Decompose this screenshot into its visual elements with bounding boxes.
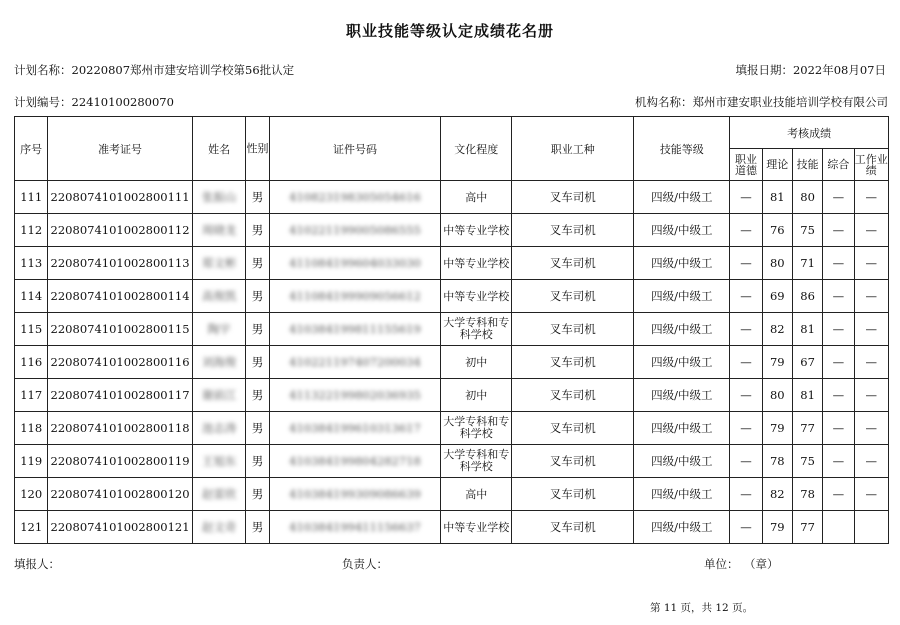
cell-overall: — (823, 247, 854, 280)
cell-work: — (854, 280, 888, 313)
cell-occupation: 叉车司机 (512, 214, 634, 247)
table-row (15, 247, 889, 280)
cell-work: — (854, 214, 888, 247)
cell-ethics: — (730, 511, 762, 544)
cell-exam-no: 2208074101002800114 (48, 280, 192, 313)
cell-level: 四级/中级工 (634, 280, 730, 313)
cell-theory: 69 (762, 280, 792, 313)
cell-name-text: 陶宇 (207, 322, 231, 336)
cell-skill: 75 (792, 214, 822, 247)
cell-skill: 71 (792, 247, 822, 280)
cell-work: — (854, 478, 888, 511)
cell-education-text: 大学专科和专科学校 (443, 415, 510, 440)
cell-exam-no: 2208074101002800116 (48, 346, 192, 379)
cell-ethics: — (730, 412, 762, 445)
cell-name (192, 379, 246, 412)
cell-exam-no: 2208074101002800115 (48, 313, 192, 346)
cell-id-no (269, 511, 441, 544)
cell-skill: 81 (792, 379, 822, 412)
cell-id-no (269, 280, 441, 313)
cell-level: 四级/中级工 (634, 379, 730, 412)
cell-exam-no: 2208074101002800121 (48, 511, 192, 544)
header-theory: 理论 (762, 149, 792, 181)
cell-education (441, 346, 512, 379)
cell-ethics: — (730, 346, 762, 379)
cell-ethics: — (730, 247, 762, 280)
cell-overall: — (823, 346, 854, 379)
header-gender: 性别 (246, 117, 269, 181)
cell-gender: 男 (246, 346, 269, 379)
cell-exam-no: 2208074101002800117 (48, 379, 192, 412)
cell-id-no-text: 410823198305054616 (289, 190, 421, 204)
cell-theory: 82 (762, 478, 792, 511)
cell-overall: — (823, 412, 854, 445)
cell-education-text: 初中 (465, 356, 488, 369)
cell-ethics: — (730, 445, 762, 478)
seal-label: （章） (744, 557, 779, 571)
cell-theory: 82 (762, 313, 792, 346)
cell-ethics: — (730, 280, 762, 313)
cell-work: — (854, 346, 888, 379)
cell-id-no-text: 410384199411156637 (289, 520, 421, 534)
cell-exam-no: 2208074101002800120 (48, 478, 192, 511)
cell-skill: 86 (792, 280, 822, 313)
cell-ethics: — (730, 313, 762, 346)
cell-id-no-text: 410384199804282718 (289, 454, 421, 468)
report-date: 填报日期：2022年08月07日 (735, 63, 886, 77)
cell-education (441, 247, 512, 280)
cell-id-no (269, 478, 441, 511)
cell-gender: 男 (246, 379, 269, 412)
filler-label: 填报人： (14, 557, 60, 571)
table-row (15, 379, 889, 412)
cell-gender: 男 (246, 313, 269, 346)
cell-occupation: 叉车司机 (512, 412, 634, 445)
cell-name (192, 445, 246, 478)
table-row (15, 280, 889, 313)
cell-seq: 116 (15, 346, 48, 379)
cell-name-text: 赵雷欣 (201, 487, 237, 501)
score-roster-table (14, 116, 889, 544)
table-row (15, 313, 889, 346)
cell-work: — (854, 247, 888, 280)
cell-level: 四级/中级工 (634, 346, 730, 379)
cell-name-text: 刘海俊 (201, 355, 237, 369)
cell-gender: 男 (246, 478, 269, 511)
cell-exam-no: 2208074101002800113 (48, 247, 192, 280)
cell-gender: 男 (246, 280, 269, 313)
cell-skill: 67 (792, 346, 822, 379)
cell-education (441, 313, 512, 346)
cell-theory: 76 (762, 214, 792, 247)
page-number: 第 11 页，共 12 页。 (650, 602, 754, 614)
plan-name: 计划名称：20220807郑州市建安培训学校第56批认定 (14, 63, 295, 77)
cell-education-text: 中等专业学校 (443, 224, 510, 237)
cell-ethics: — (730, 379, 762, 412)
cell-id-no (269, 412, 441, 445)
cell-gender: 男 (246, 181, 269, 214)
cell-name-text: 谢前江 (201, 388, 237, 402)
header-name: 姓名 (192, 117, 246, 181)
cell-seq: 117 (15, 379, 48, 412)
table-row (15, 511, 889, 544)
cell-work: — (854, 412, 888, 445)
cell-seq: 119 (15, 445, 48, 478)
cell-theory: 79 (762, 511, 792, 544)
header-skill: 技能 (792, 149, 822, 181)
cell-exam-no: 2208074101002800111 (48, 181, 192, 214)
cell-skill: 78 (792, 478, 822, 511)
cell-id-no-text: 411322199802036935 (289, 388, 421, 402)
cell-name (192, 313, 246, 346)
header-overall: 综合 (823, 149, 854, 181)
cell-skill: 75 (792, 445, 822, 478)
cell-overall: — (823, 214, 854, 247)
header-id-no: 证件号码 (269, 117, 441, 181)
cell-education (441, 478, 512, 511)
institution-name: 机构名称：郑州市建安职业技能培训学校有限公司 (635, 95, 888, 109)
cell-seq: 112 (15, 214, 48, 247)
header-occupation: 职业工种 (512, 117, 634, 181)
cell-name (192, 214, 246, 247)
cell-occupation: 叉车司机 (512, 379, 634, 412)
cell-overall: — (823, 379, 854, 412)
cell-id-no (269, 181, 441, 214)
cell-gender: 男 (246, 412, 269, 445)
cell-id-no-text: 411084199604033030 (289, 256, 421, 270)
cell-education (441, 214, 512, 247)
cell-id-no-text: 410221199005086555 (289, 223, 421, 237)
cell-ethics: — (730, 181, 762, 214)
cell-work: — (854, 313, 888, 346)
header-ethics: 职业道德 (730, 149, 762, 181)
cell-education-text: 初中 (465, 389, 488, 402)
cell-education (441, 379, 512, 412)
cell-name-text: 赵文奇 (201, 520, 237, 534)
cell-education (441, 511, 512, 544)
cell-level: 四级/中级工 (634, 214, 730, 247)
table-row (15, 181, 889, 214)
cell-level: 四级/中级工 (634, 511, 730, 544)
header-work: 工作业绩 (854, 149, 888, 181)
cell-seq: 118 (15, 412, 48, 445)
cell-skill: 77 (792, 511, 822, 544)
cell-level: 四级/中级工 (634, 313, 730, 346)
cell-id-no-text: 410221197407200034 (289, 355, 421, 369)
cell-theory: 80 (762, 247, 792, 280)
cell-seq: 120 (15, 478, 48, 511)
cell-level: 四级/中级工 (634, 181, 730, 214)
cell-overall: — (823, 280, 854, 313)
cell-name-text: 高俊凯 (201, 289, 237, 303)
cell-work: — (854, 379, 888, 412)
cell-skill: 81 (792, 313, 822, 346)
cell-skill: 77 (792, 412, 822, 445)
cell-occupation: 叉车司机 (512, 181, 634, 214)
cell-overall (823, 511, 854, 544)
table-row (15, 445, 889, 478)
cell-id-no (269, 445, 441, 478)
cell-education (441, 445, 512, 478)
cell-work: — (854, 445, 888, 478)
cell-theory: 79 (762, 346, 792, 379)
cell-gender: 男 (246, 247, 269, 280)
cell-gender: 男 (246, 445, 269, 478)
cell-id-no-text: 410384199811155619 (289, 322, 421, 336)
cell-theory: 78 (762, 445, 792, 478)
cell-name (192, 346, 246, 379)
cell-education (441, 412, 512, 445)
cell-seq: 113 (15, 247, 48, 280)
table-row (15, 412, 889, 445)
cell-occupation: 叉车司机 (512, 478, 634, 511)
cell-education-text: 中等专业学校 (443, 290, 510, 303)
cell-level: 四级/中级工 (634, 478, 730, 511)
cell-theory: 80 (762, 379, 792, 412)
cell-education-text: 中等专业学校 (443, 257, 510, 270)
cell-work (854, 511, 888, 544)
cell-education (441, 181, 512, 214)
cell-overall: — (823, 445, 854, 478)
cell-id-no (269, 247, 441, 280)
cell-theory: 79 (762, 412, 792, 445)
cell-ethics: — (730, 478, 762, 511)
cell-occupation: 叉车司机 (512, 247, 634, 280)
header-education: 文化程度 (441, 117, 512, 181)
cell-level: 四级/中级工 (634, 247, 730, 280)
header-seq: 序号 (15, 117, 48, 181)
cell-education-text: 大学专科和专科学校 (443, 448, 510, 473)
cell-name (192, 478, 246, 511)
cell-id-no-text: 411084199909056612 (289, 289, 421, 303)
cell-skill: 80 (792, 181, 822, 214)
table-row (15, 478, 889, 511)
cell-occupation: 叉车司机 (512, 511, 634, 544)
cell-overall: — (823, 313, 854, 346)
cell-gender: 男 (246, 214, 269, 247)
cell-exam-no: 2208074101002800118 (48, 412, 192, 445)
table-row (15, 346, 889, 379)
plan-number: 计划编号：22410100280070 (14, 95, 174, 109)
cell-occupation: 叉车司机 (512, 313, 634, 346)
cell-occupation: 叉车司机 (512, 445, 634, 478)
cell-occupation: 叉车司机 (512, 346, 634, 379)
header-exam-no: 准考证号 (48, 117, 192, 181)
cell-id-no (269, 379, 441, 412)
cell-education-text: 高中 (465, 191, 488, 204)
cell-education-text: 高中 (465, 488, 488, 501)
cell-education (441, 280, 512, 313)
cell-name (192, 280, 246, 313)
responsible-label: 负责人： (342, 557, 388, 571)
cell-theory: 81 (762, 181, 792, 214)
cell-exam-no: 2208074101002800119 (48, 445, 192, 478)
document-title: 职业技能等级认定成绩花名册 (345, 22, 554, 40)
cell-name (192, 247, 246, 280)
cell-education-text: 大学专科和专科学校 (443, 316, 510, 341)
cell-name-text: 郑文彬 (201, 256, 237, 270)
cell-name (192, 412, 246, 445)
roster-body (15, 181, 889, 544)
cell-seq: 121 (15, 511, 48, 544)
cell-seq: 114 (15, 280, 48, 313)
cell-seq: 111 (15, 181, 48, 214)
cell-name-text: 王旭东 (201, 454, 237, 468)
cell-ethics: — (730, 214, 762, 247)
cell-id-no-text: 410384199610313617 (289, 421, 421, 435)
cell-name-text: 周晓龙 (201, 223, 237, 237)
cell-name-text: 张振山 (201, 190, 237, 204)
cell-id-no (269, 346, 441, 379)
cell-overall: — (823, 181, 854, 214)
cell-name (192, 511, 246, 544)
cell-seq: 115 (15, 313, 48, 346)
cell-education-text: 中等专业学校 (443, 521, 510, 534)
cell-id-no-text: 410384199309086639 (289, 487, 421, 501)
cell-exam-no: 2208074101002800112 (48, 214, 192, 247)
cell-occupation: 叉车司机 (512, 280, 634, 313)
cell-id-no (269, 214, 441, 247)
cell-level: 四级/中级工 (634, 412, 730, 445)
header-level: 技能等级 (634, 117, 730, 181)
cell-name-text: 池志涛 (201, 421, 237, 435)
cell-overall: — (823, 478, 854, 511)
cell-level: 四级/中级工 (634, 445, 730, 478)
cell-id-no (269, 313, 441, 346)
cell-work: — (854, 181, 888, 214)
unit-label: 单位： (704, 557, 739, 571)
cell-name (192, 181, 246, 214)
header-scores: 考核成绩 (730, 117, 889, 149)
cell-gender: 男 (246, 511, 269, 544)
table-row (15, 214, 889, 247)
